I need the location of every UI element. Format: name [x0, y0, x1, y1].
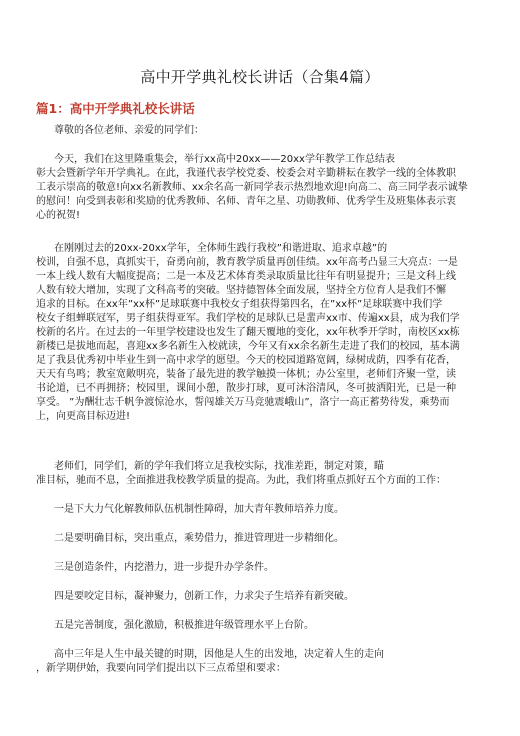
text-line: 书论道，已不再拥挤；校园里，课间小憩，散步打球，夏可沐浴清风，冬可披洒阳光，已是一种: [36, 383, 456, 394]
text-line: 的慰问！向受到表彰和奖励的优秀教师、名师、青年之星、功勋教师、优秀学生及班集体表示衷: [36, 196, 456, 207]
text-line: 人数有较大增加，实现了文科高考的突破。坚持德智体全面发展，坚持全方位育人是我们不懈: [36, 285, 446, 296]
section-heading: 篇1：高中开学典礼校长讲话: [36, 101, 195, 116]
text-line: 五是完善制度，强化激励，积极推进年级管理水平上台阶。: [54, 620, 314, 631]
text-line: 在刚刚过去的20xx-20xx学年，全体师生践行我校”和谐进取、追求卓越”的: [54, 243, 388, 254]
document-title: 高中开学典礼校长讲话（合集4篇）: [140, 68, 380, 86]
paragraph-task-1: [36, 503, 488, 517]
text-line: 天天有鸟鸣；教室宽敞明亮，装备了最先进的教学触摸一体机；办公室里，老师们齐聚一堂，读: [36, 369, 456, 380]
paragraph-task-5: [36, 619, 488, 633]
text-line: 高中三年是人生中最关键的时期，因他是人生的出发地，决定着人生的走向: [54, 649, 384, 660]
paragraph-students: [36, 648, 488, 676]
text-line: 一是下大力气化解教师队伍机制性障碍，加大青年教师培养力度。: [54, 504, 344, 515]
text-line: 老师们，同学们，新的学年我们将立足我校实际，找准差距，制定对策，瞄: [54, 461, 384, 472]
paragraph-task-3: [36, 561, 488, 575]
text-line: 二是要明确目标，突出重点，乘势借力，推进管理进一步精细化。: [54, 533, 344, 544]
text-line: 今天，我们在这里隆重集会，举行xx高中20xx——20xx学年教学工作总结表: [54, 154, 395, 165]
text-line: 享受。 ”为酬壮志千帆争渡惊沧水，誓闯雄关万马竞驰震峨山”，洛宁一高正蓄势待发，乘势而: [36, 397, 450, 408]
paragraph-plan: [36, 460, 488, 488]
text-line: 足了我县优秀初中毕业生到一高中求学的愿望。今天的校园道路宽阔，绿树成荫，四季有花香，: [36, 355, 456, 366]
paragraph-review: [36, 242, 488, 424]
text-line: 尊敬的各位老师、亲爱的同学们：: [54, 125, 204, 136]
text-line: ，新学期伊始，我要向同学们提出以下三点希望和要求：: [36, 663, 286, 674]
text-line: 上，向更高目标迈进!: [36, 411, 131, 422]
paragraph-task-4: [36, 590, 488, 604]
text-line: 追求的目标。在xx年”xx杯”足球联赛中我校女子组获得第四名，在”xx杯”足球联赛中我们学: [36, 299, 443, 310]
text-line: 新楼已是拔地而起，喜迎xx多名新生入校就读，今年又有xx余名新生走进了我们的校园，基本满: [36, 341, 460, 352]
text-line: 三是创造条件，内挖潜力，进一步提升办学条件。: [54, 562, 274, 573]
paragraph-opening: [36, 153, 488, 223]
text-line: 校新的名片。在过去的一年里学校建设也发生了翻天覆地的变化，xx年秋季开学时，南校区xx栋: [36, 327, 460, 338]
paragraph-task-2: [36, 532, 488, 546]
text-line: 四是要咬定目标，凝神聚力，创新工作，力求尖子生培养有新突破。: [54, 591, 354, 602]
text-line: 心的祝贺!: [36, 210, 81, 221]
text-line: 彰大会暨新学年开学典礼。在此，我谨代表学校党委、校委会对辛勤耕耘在教学一线的全体教职: [36, 168, 456, 179]
text-line: 一本上线人数有大幅度提高；二是一本及艺术体育类录取质量比往年有明显提升；三是文科上线: [36, 271, 456, 282]
text-line: 工表示崇高的敬意!向xx名新教师、xx余名高一新同学表示热烈地欢迎!向高二、高三同学表示诚挚: [36, 182, 468, 193]
text-line: 校女子组蝉联冠军，男子组获得亚军。我们学校的足球队已是蜚声xx市、传遍xx县，成为我们学: [36, 313, 460, 324]
text-line: 校训，自强不息，真抓实干，奋勇向前，教育教学质量再创佳绩。xx年高考凸显三大亮点：一是: [36, 257, 458, 268]
text-line: 准目标，驰而不息，全面推进我校教学质量的提高。为此，我们将重点抓好五个方面的工作：: [36, 475, 446, 486]
paragraph-greeting: [36, 124, 488, 138]
